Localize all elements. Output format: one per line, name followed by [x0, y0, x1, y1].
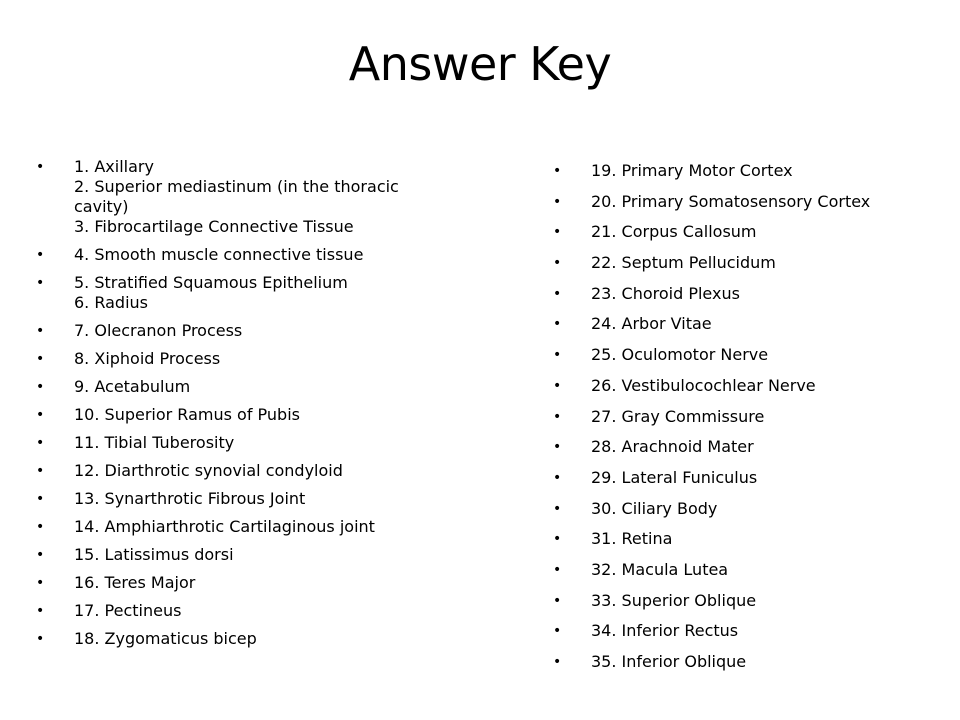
list-item-text: 23. Choroid Plexus: [591, 283, 740, 303]
list-item-text: 4. Smooth muscle connective tissue: [74, 245, 364, 264]
bullet-icon: •: [553, 531, 562, 548]
list-item-text: 33. Superior Oblique: [591, 590, 757, 610]
bullet-icon: •: [36, 379, 45, 395]
list-item: [36, 573, 446, 593]
bullet-icon: •: [553, 193, 562, 210]
list-item: [553, 376, 933, 396]
list-item-text: 21. Corpus Callosum: [591, 222, 757, 242]
list-item-text: 15. Latissimus dorsi: [74, 545, 234, 564]
bullet-icon: •: [553, 285, 562, 302]
list-item-text: 22. Septum Pellucidum: [591, 253, 776, 273]
bullet-icon: •: [553, 163, 562, 179]
list-item-text: 31. Retina: [591, 529, 673, 549]
bullet-icon: •: [553, 347, 562, 364]
page-title: Answer Key: [348, 37, 612, 91]
bullet-icon: •: [553, 500, 562, 517]
list-item: [36, 489, 446, 509]
bullet-icon: •: [553, 561, 562, 578]
list-item: [36, 629, 446, 649]
bullet-icon: •: [553, 469, 562, 486]
list-item-text: 2. Superior mediastinum (in the thoracic: [74, 177, 399, 196]
bullet-icon: •: [553, 439, 562, 456]
list-item: [36, 321, 446, 341]
list-item: [553, 529, 933, 549]
list-item-text: 10. Superior Ramus of Pubis: [74, 405, 300, 424]
bullet-icon: •: [36, 275, 45, 291]
list-item-text: 19. Primary Motor Cortex: [591, 161, 793, 180]
bullet-icon: •: [36, 575, 45, 591]
list-item-text: 30. Ciliary Body: [591, 498, 718, 518]
list-item: [553, 652, 933, 672]
list-item-text: 32. Macula Lutea: [591, 559, 729, 579]
list-item: [553, 468, 933, 488]
list-item-text: 3. Fibrocartilage Connective Tissue: [74, 217, 354, 236]
bullet-icon: •: [553, 408, 562, 425]
list-item-text: 6. Radius: [74, 293, 148, 312]
list-item: [36, 273, 446, 313]
list-item-text: 35. Inferior Oblique: [591, 652, 747, 671]
bullet-icon: •: [553, 377, 562, 394]
list-item: [553, 499, 933, 519]
answer-list-left: [36, 157, 446, 657]
list-item: [553, 222, 933, 242]
bullet-icon: •: [553, 623, 562, 640]
bullet-icon: •: [553, 224, 562, 241]
list-item: [553, 407, 933, 427]
list-item-text: 1. Axillary: [74, 157, 154, 176]
list-item-text: 34. Inferior Rectus: [591, 621, 739, 641]
list-item-text: 11. Tibial Tuberosity: [74, 433, 235, 452]
bullet-icon: •: [36, 435, 45, 451]
list-item: [553, 314, 933, 334]
list-item-text: 13. Synarthrotic Fibrous Joint: [74, 489, 306, 508]
list-item: [553, 560, 933, 580]
list-item: [36, 545, 446, 565]
bullet-icon: •: [36, 603, 45, 619]
bullet-icon: •: [553, 255, 562, 272]
list-item-text: cavity): [74, 197, 129, 216]
list-item-text: 14. Amphiarthrotic Cartilaginous joint: [74, 517, 375, 536]
list-item: [36, 157, 446, 237]
bullet-icon: •: [36, 159, 45, 175]
list-item: [36, 349, 446, 369]
list-item: [553, 192, 933, 212]
list-item: [553, 253, 933, 273]
list-item-text: 20. Primary Somatosensory Cortex: [591, 191, 871, 211]
list-item: [553, 161, 933, 181]
list-item-text: 17. Pectineus: [74, 601, 182, 620]
list-item: [553, 345, 933, 365]
list-item: [36, 245, 446, 265]
bullet-icon: •: [553, 592, 562, 609]
list-item: [36, 377, 446, 397]
bullet-icon: •: [36, 491, 45, 507]
bullet-icon: •: [36, 407, 45, 423]
list-item: [36, 517, 446, 537]
bullet-icon: •: [36, 247, 45, 263]
bullet-icon: •: [36, 547, 45, 563]
list-item-text: 5. Stratified Squamous Epithelium: [74, 273, 348, 292]
list-item-text: 18. Zygomaticus bicep: [74, 629, 257, 648]
list-item-text: 7. Olecranon Process: [74, 321, 243, 340]
list-item-text: 8. Xiphoid Process: [74, 349, 221, 368]
list-item-text: 27. Gray Commissure: [591, 406, 765, 426]
bullet-icon: •: [36, 631, 45, 647]
bullet-icon: •: [553, 654, 562, 670]
list-item: [553, 284, 933, 304]
list-item-text: 29. Lateral Funiculus: [591, 467, 758, 487]
list-item-text: 28. Arachnoid Mater: [591, 437, 754, 457]
list-item-text: 24. Arbor Vitae: [591, 314, 712, 334]
list-item-text: 25. Oculomotor Nerve: [591, 345, 769, 365]
list-item-text: 12. Diarthrotic synovial condyloid: [74, 461, 343, 480]
bullet-icon: •: [36, 323, 45, 339]
list-item: [553, 591, 933, 611]
list-item: [36, 433, 446, 453]
list-item: [36, 461, 446, 481]
bullet-icon: •: [553, 316, 562, 333]
list-item: [553, 621, 933, 641]
answer-list-right: [553, 161, 933, 683]
list-item: [36, 601, 446, 621]
bullet-icon: •: [36, 463, 45, 479]
list-item-text: 9. Acetabulum: [74, 377, 191, 396]
bullet-icon: •: [36, 519, 45, 535]
bullet-icon: •: [36, 351, 45, 367]
list-item-text: 26. Vestibulocochlear Nerve: [591, 375, 816, 395]
list-item: [36, 405, 446, 425]
list-item-text: 16. Teres Major: [74, 573, 196, 592]
list-item: [553, 437, 933, 457]
